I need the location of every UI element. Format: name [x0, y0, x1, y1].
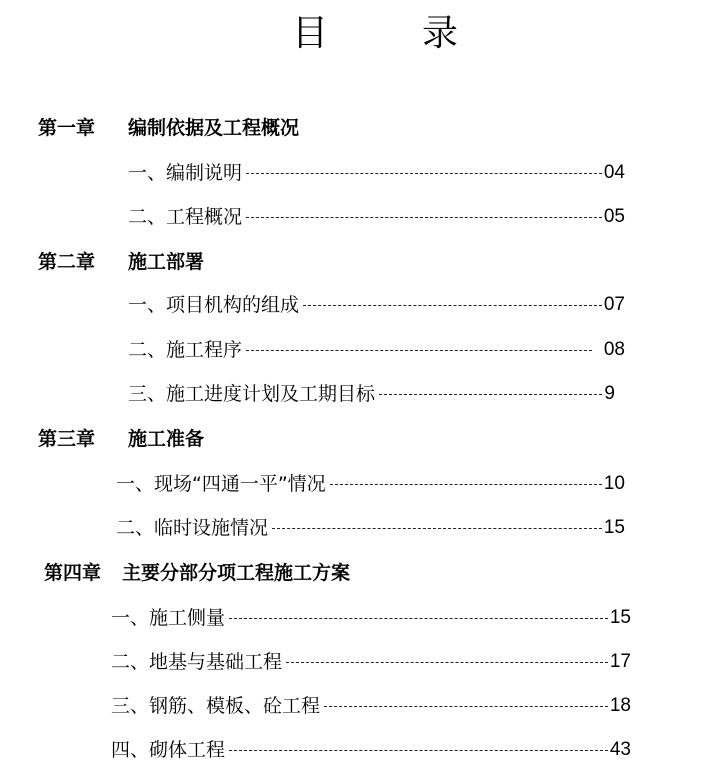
- toc-title: [0, 12, 703, 60]
- toc-entry-label: 一、施工侧量: [111, 607, 226, 629]
- chapter-number: 第一章: [38, 117, 96, 139]
- toc-entry-page: 9: [604, 383, 615, 404]
- chapter-heading: [44, 561, 350, 585]
- toc-entry[interactable]: [128, 204, 625, 230]
- toc-entry-page: 08: [603, 339, 625, 360]
- title-char-1: 目: [292, 13, 329, 54]
- toc-entry-page: 15: [603, 517, 625, 538]
- toc-entry-page: 43: [609, 739, 631, 760]
- toc-entry-page: 04: [603, 162, 625, 183]
- dotted-leader: [379, 394, 602, 397]
- chapter-number: 第二章: [38, 251, 96, 273]
- chapter-heading: [38, 427, 204, 451]
- dotted-leader: [246, 173, 602, 176]
- chapter-number: 第三章: [38, 428, 96, 450]
- toc-entry-page: 15: [609, 607, 631, 628]
- dotted-leader: [303, 305, 602, 308]
- toc-entry-label: 一、编制说明: [128, 162, 243, 184]
- toc-entry[interactable]: [128, 381, 615, 407]
- toc-entry-page: 07: [603, 294, 625, 315]
- toc-entry-page: 05: [603, 206, 625, 227]
- chapter-title: 施工部署: [128, 251, 205, 273]
- dotted-leader: [229, 618, 608, 621]
- dotted-leader: [324, 706, 608, 709]
- chapter-heading: [38, 116, 299, 140]
- toc-entry-page: 17: [609, 651, 631, 672]
- toc-entry-label: 一、项目机构的组成: [128, 294, 300, 316]
- toc-entry-label: 一、现场“四通一平”情况: [116, 473, 326, 495]
- toc-entry-label: 二、地基与基础工程: [111, 651, 283, 673]
- dotted-leader: [246, 217, 602, 220]
- toc-entry-label: 四、砌体工程: [111, 739, 226, 761]
- toc-entry[interactable]: [111, 737, 631, 763]
- chapter-title: 施工准备: [128, 428, 205, 450]
- toc-entry[interactable]: [111, 693, 631, 719]
- toc-entry-label: 三、钢筋、模板、砼工程: [111, 695, 321, 717]
- toc-entry-label: 二、临时设施情况: [116, 517, 269, 539]
- toc-entry-label: 三、施工进度计划及工期目标: [128, 383, 376, 405]
- toc-entry-page: 18: [609, 695, 631, 716]
- dotted-leader: [229, 750, 608, 753]
- toc-entry[interactable]: [128, 337, 625, 363]
- toc-entry[interactable]: [116, 515, 625, 541]
- toc-entry[interactable]: [128, 160, 625, 186]
- toc-entry-page: 10: [603, 473, 625, 494]
- toc-entry[interactable]: [116, 471, 625, 497]
- toc-entry[interactable]: [111, 605, 631, 631]
- chapter-heading: [38, 250, 204, 274]
- dotted-leader: [272, 528, 602, 531]
- chapter-title: 主要分部分项工程施工方案: [122, 562, 351, 584]
- chapter-number: 第四章: [44, 562, 102, 584]
- dotted-leader: [246, 350, 592, 353]
- dotted-leader: [330, 484, 602, 487]
- toc-entry[interactable]: [128, 292, 625, 318]
- title-char-2: 录: [422, 13, 459, 54]
- toc-entry[interactable]: [111, 649, 631, 675]
- toc-entry-label: 二、施工程序: [128, 339, 243, 361]
- chapter-title: 编制依据及工程概况: [128, 117, 300, 139]
- dotted-leader: [286, 662, 608, 665]
- toc-entry-label: 二、工程概况: [128, 206, 243, 228]
